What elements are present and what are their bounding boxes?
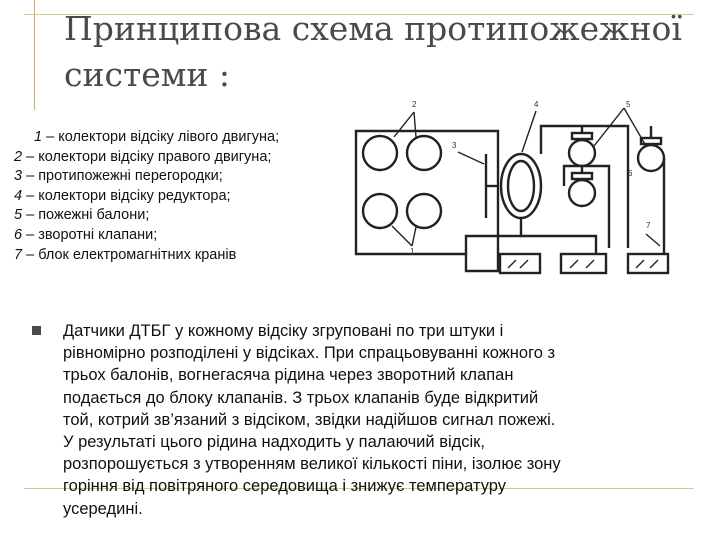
- diagram-label: 6: [628, 169, 633, 178]
- diagram-label: 5: [626, 100, 631, 109]
- legend-item: 1 – колектори відсіку лівого двигуна;: [34, 129, 280, 145]
- paragraph-line: горіння від повітряного середовища і знижує температуру: [63, 477, 506, 496]
- legend-item: 4 – колектори відсіку редуктора;: [14, 187, 231, 204]
- legend-item: 3 – протипожежні перегородки;: [14, 168, 223, 185]
- leader-line: [414, 112, 416, 137]
- valve-block: [500, 254, 540, 273]
- valve-block: [628, 254, 668, 273]
- leader-line: [522, 111, 536, 152]
- valve-block: [561, 254, 606, 273]
- fire-system-schematic: [346, 96, 716, 286]
- leader-line: [394, 112, 414, 137]
- diagram-label: 3: [452, 141, 457, 150]
- paragraph-line: трьох балонів, вогнегасяча рідина через зворотний клапан: [63, 366, 514, 385]
- fire-bottle: [569, 140, 595, 166]
- collector-ring: [363, 136, 397, 170]
- bullet-icon: [32, 326, 41, 335]
- fire-bottle: [638, 145, 664, 171]
- diagram-legend: [14, 128, 354, 265]
- legend-item: 5 – пожежні балони;: [14, 207, 150, 224]
- pipe-line: [521, 218, 596, 254]
- frame-left-rule: [34, 0, 35, 110]
- collector-ring: [407, 194, 441, 228]
- legend-item: 2 – колектори відсіку правого двигуна;: [14, 148, 272, 165]
- leader-line: [392, 226, 412, 246]
- check-valve: [572, 173, 592, 179]
- paragraph-line: розпорошується з утворенням великої кількості піни, ізолює зону: [63, 455, 561, 474]
- paragraph-line: усередині.: [63, 499, 143, 518]
- diagram-label: 7: [646, 221, 651, 230]
- slide-title: [64, 6, 684, 98]
- paragraph-line: У результаті цього рідина надходить у палаючий відсік,: [63, 433, 485, 452]
- leader-line: [646, 234, 660, 246]
- legend-item: 6 – зворотні клапани;: [14, 226, 158, 243]
- reducer-collector-ring: [508, 161, 534, 211]
- collector-ring: [363, 194, 397, 228]
- pipe-line: [466, 236, 521, 254]
- leader-line: [412, 227, 416, 246]
- paragraph-line: рівномірно розподілені у відсіках. При спрацьовуванні кожного з: [63, 344, 556, 363]
- diagram-label: 2: [412, 100, 417, 109]
- leader-line: [458, 152, 484, 164]
- diagram-label: 4: [534, 100, 539, 109]
- paragraph-line: Датчики ДТБГ у кожному відсіку згруповані по три штуки і: [63, 322, 504, 340]
- fire-bottle: [569, 180, 595, 206]
- description-paragraph: [63, 320, 683, 520]
- compartment-outline: [356, 131, 498, 271]
- title-line-1: Принципова схема протипожежної: [64, 9, 682, 48]
- check-valve: [572, 133, 592, 139]
- pipe-line: [541, 126, 628, 248]
- diagram-label: 1: [410, 247, 415, 256]
- collector-ring: [407, 136, 441, 170]
- paragraph-line: подається до блоку клапанів. З трьох клапанів буде відкритий: [63, 388, 539, 407]
- paragraph-line: той, котрий зв’язаний з відсіком, звідки надійшов сигнал пожежі.: [63, 410, 556, 429]
- title-line-2: системи :: [64, 55, 231, 94]
- legend-item: 7 – блок електромагнітних кранів: [14, 246, 237, 263]
